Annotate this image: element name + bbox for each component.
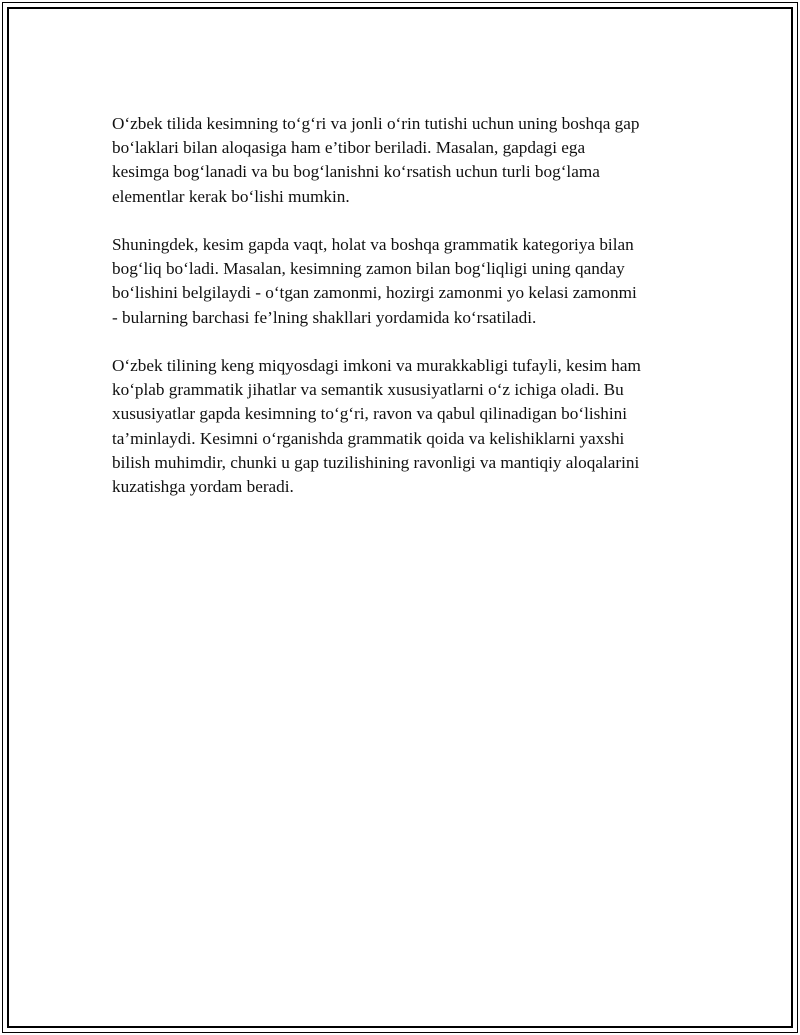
paragraph-3: [112, 354, 684, 499]
document-body: [112, 112, 684, 523]
text-line: - bularning barchasi fe’lning shakllari yordamida ko‘rsatiladi.: [112, 307, 537, 327]
paragraph-1: [112, 112, 684, 209]
text-line: ta’minlaydi. Kesimni o‘rganishda grammatik qoida va kelishiklarni yaxshi: [112, 428, 625, 448]
text-line: kuzatishga yordam beradi.: [112, 477, 294, 497]
text-line: Shuningdek, kesim gapda vaqt, holat va boshqa grammatik kategoriya bilan: [112, 235, 634, 254]
text-line: bog‘liq bo‘ladi. Masalan, kesimning zamon bilan bog‘liqligi uning qanday: [112, 259, 625, 279]
text-line: O‘zbek tilining keng miqyosdagi imkoni va murakkabligi tufayli, kesim ham: [112, 356, 641, 375]
text-line: bo‘laklari bilan aloqasiga ham e’tibor beriladi. Masalan, gapdagi ega: [112, 138, 586, 158]
text-line: O‘zbek tilida kesimning to‘g‘ri va jonli o‘rin tutishi uchun uning boshqa gap: [112, 114, 640, 133]
text-line: bilish muhimdir, chunki u gap tuzilishining ravonligi va mantiqiy aloqalarini: [112, 452, 640, 472]
text-line: elementlar kerak bo‘lishi mumkin.: [112, 186, 350, 206]
text-line: xususiyatlar gapda kesimning to‘g‘ri, ravon va qabul qilinadigan bo‘lishini: [112, 404, 628, 424]
paragraph-2: [112, 233, 684, 330]
text-line: kesimga bog‘lanadi va bu bog‘lanishni ko‘rsatish uchun turli bog‘lama: [112, 162, 600, 182]
text-line: bo‘lishini belgilaydi - o‘tgan zamonmi, hozirgi zamonmi yo kelasi zamonmi: [112, 283, 637, 303]
text-line: ko‘plab grammatik jihatlar va semantik xususiyatlarni o‘z ichiga oladi. Bu: [112, 380, 624, 400]
